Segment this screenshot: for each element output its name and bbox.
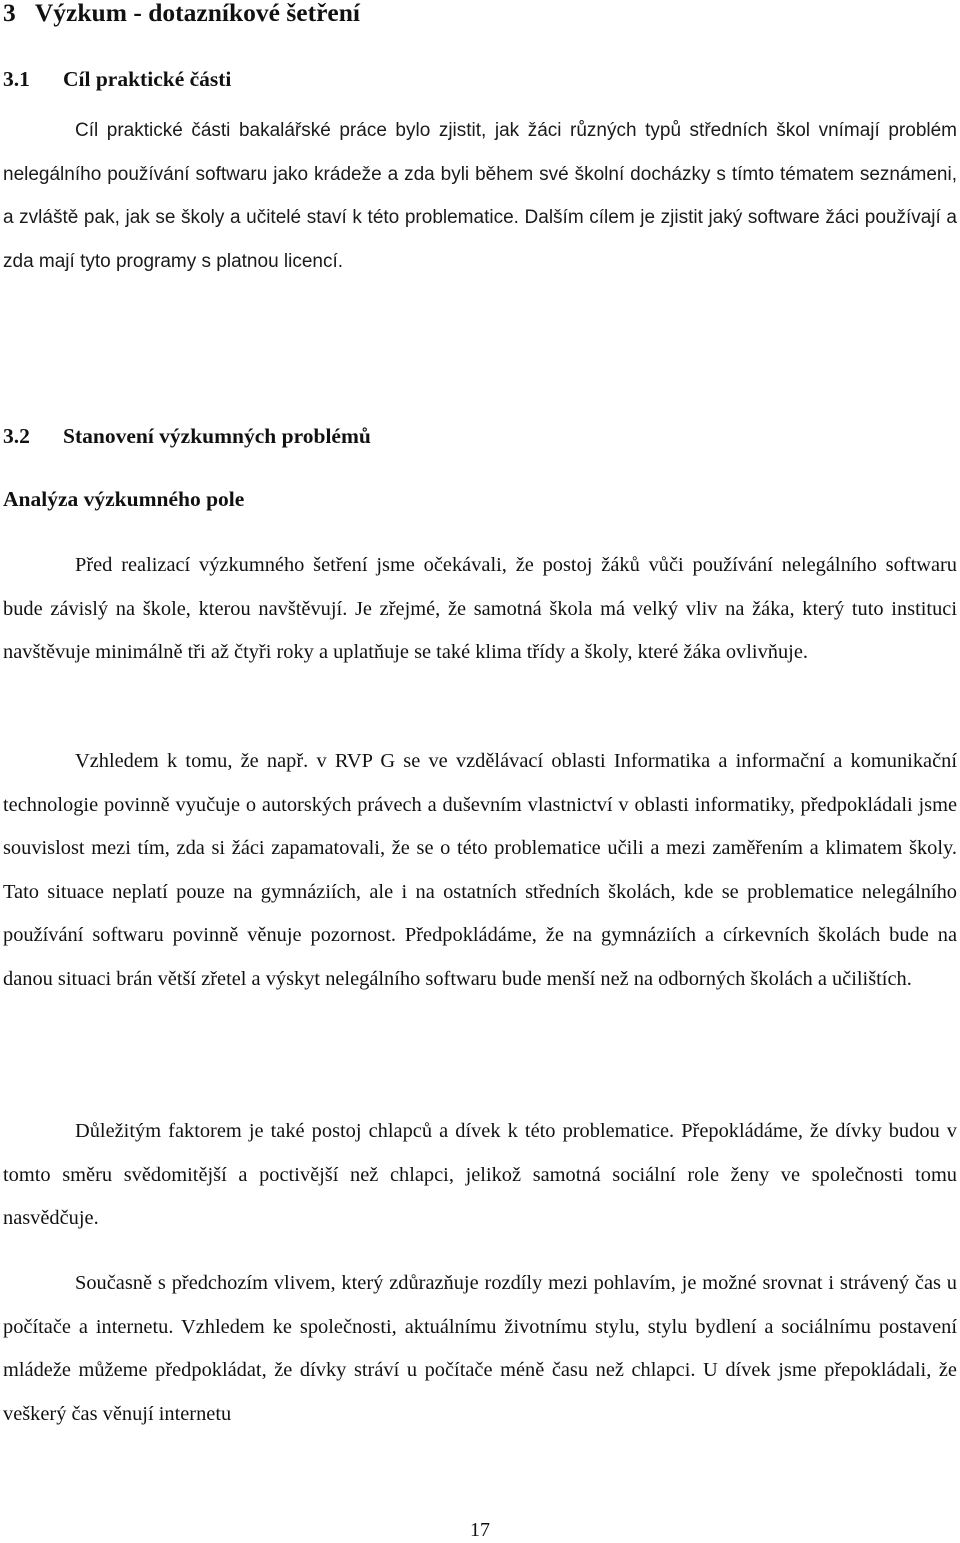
chapter-heading — [3, 0, 360, 28]
body-paragraph: Před realizací výzkumného šetření jsme očekávali, že postoj žáků vůči používání nelegálního softwaru bude závislý na škole, kterou navštěvují. Je zřejmé, že samotná škola má velký vliv na žáka, který tuto instituci navštěvuje minimálně tři až čtyři roky a uplatňuje se také klima třídy a školy, které žáka ovlivňuje. — [3, 554, 957, 664]
page-number: 17 — [470, 1519, 490, 1541]
chapter-number: 3 — [3, 0, 16, 27]
chapter-title: Výzkum - dotazníkové šetření — [34, 0, 360, 27]
subheading-field-analysis: Analýza výzkumného pole — [3, 487, 245, 511]
section-title: Stanovení výzkumných problémů — [63, 424, 371, 448]
goal-paragraph: Cíl praktické části bakalářské práce bylo zjistit, jak žáci různých typů středních škol vnímají problém nelegálního používání softwaru jako krádeže a zda byli během své školní docházky s tímto tématem seznámeni, a zvláště pak, jak se školy a učitelé staví k této problematice. Dalším cílem je zjistit jaký software žáci používají a zda mají tyto programy s platnou licencí. — [3, 120, 957, 272]
section-heading-problems — [3, 424, 371, 449]
section-heading-goal — [3, 67, 231, 92]
section-number: 3.1 — [3, 67, 30, 91]
body-paragraph: Důležitým faktorem je také postoj chlapců a dívek k této problematice. Přepokládáme, že dívky budou v tomto směru svědomitější a poctivější než chlapci, jelikož samotná sociální role ženy ve společnosti tomu nasvědčuje. — [3, 1120, 957, 1230]
section-title: Cíl praktické části — [63, 67, 232, 91]
body-paragraph: Současně s předchozím vlivem, který zdůrazňuje rozdíly mezi pohlavím, je možné srovnat i strávený čas u počítače a internetu. Vzhledem ke společnosti, aktuálnímu životnímu stylu, stylu bydlení a sociálnímu postavení mládeže můžeme předpokládat, že dívky stráví u počítače méně času než chlapci. U dívek jsme přepokládali, že veškerý čas věnují internetu — [3, 1272, 957, 1425]
section-number: 3.2 — [3, 424, 30, 448]
body-paragraph: Vzhledem k tomu, že např. v RVP G se ve vzdělávací oblasti Informatika a informační a komunikační technologie povinně vyučuje o autorských právech a duševním vlastnictví v oblasti informatiky, předpokládali jsme souvislost mezi tím, zda si žáci zapamatovali, že se o této problematice učili a mezi zaměřením a klimatem školy. Tato situace neplatí pouze na gymnáziích, ale i na ostatních středních školách, kde se problematice nelegálního používání softwaru povinně věnuje pozornost. Předpokládáme, že na gymnáziích a církevních školách bude na danou situaci brán větší zřetel a výskyt nelegálního softwaru bude menší než na odborných školách a učilištích. — [3, 750, 957, 990]
